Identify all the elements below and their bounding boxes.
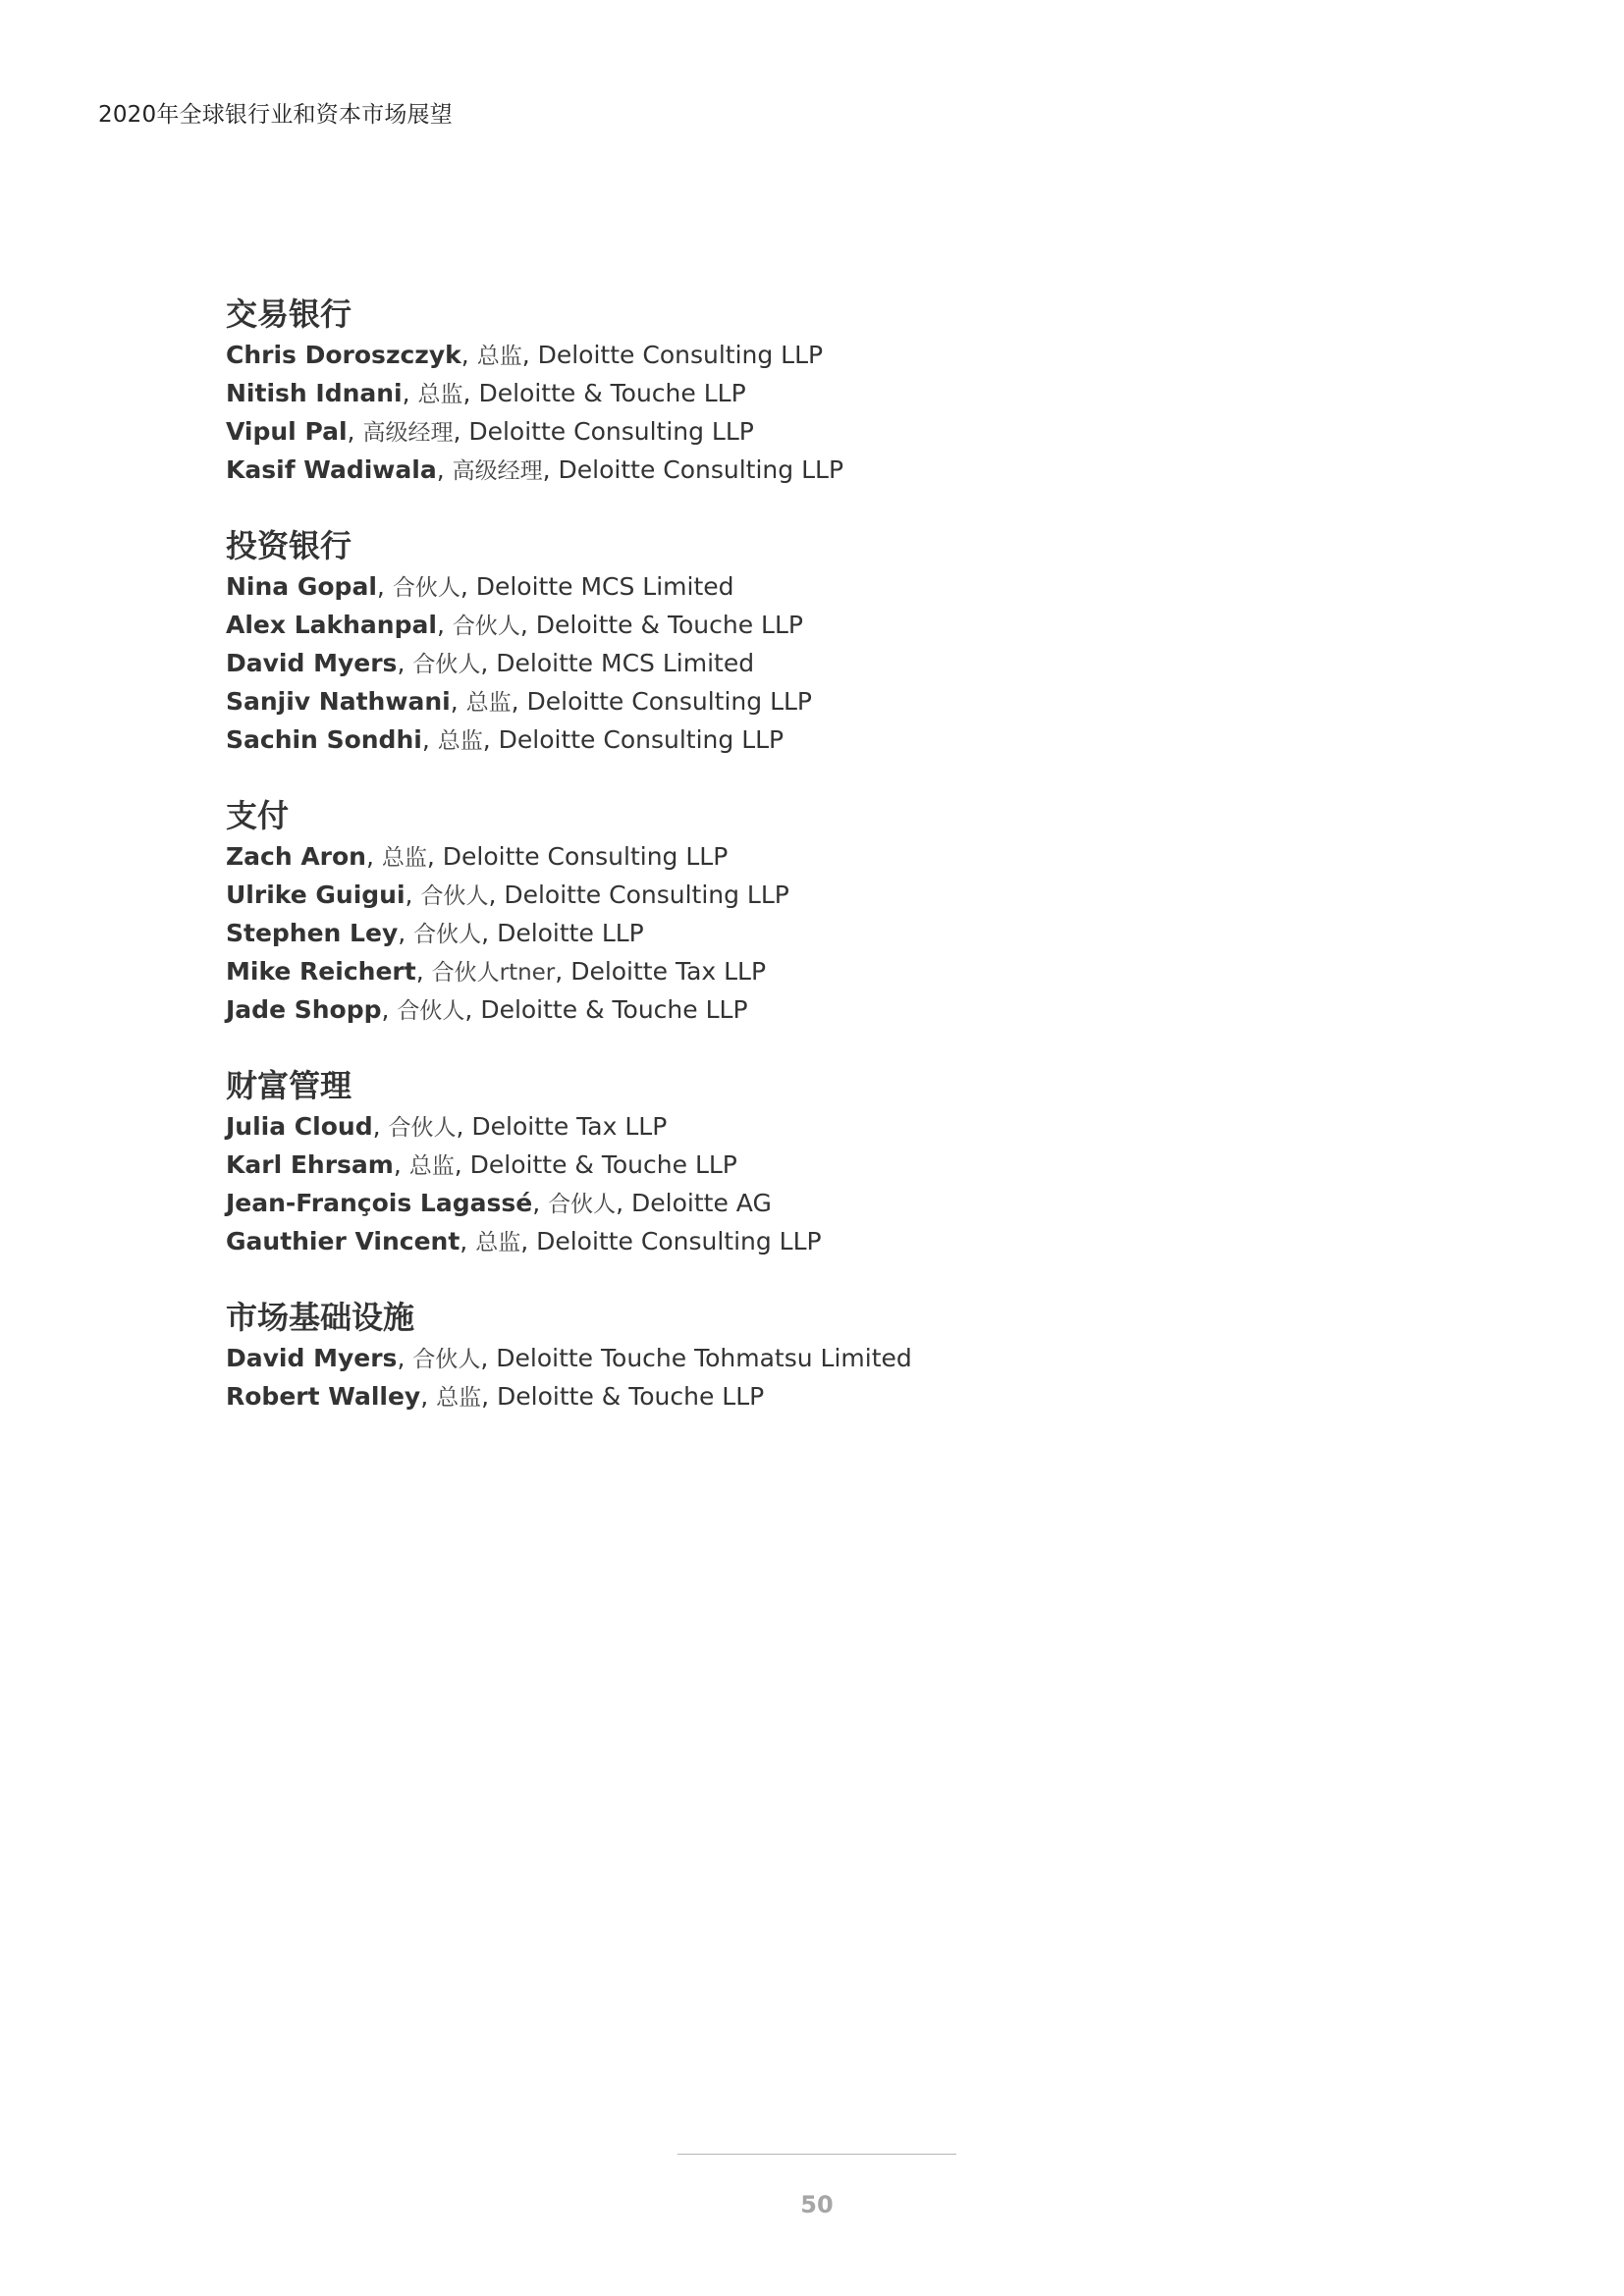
contact-role: 高级经理 [452, 458, 543, 484]
contact-entry: Nitish Idnani, 总监, Deloitte & Touche LLP [226, 379, 746, 407]
contact-role: 合伙人 [397, 998, 465, 1024]
contact-role: 合伙人 [548, 1192, 617, 1217]
section-wealth-management [226, 1064, 1404, 1260]
contact-role: 合伙人 [388, 1115, 457, 1141]
contact-entry: Julia Cloud, 合伙人, Deloitte Tax LLP [226, 1112, 668, 1141]
contact-entry: David Myers, 合伙人, Deloitte Touche Tohmatsu Limited [226, 1344, 912, 1372]
contact-name: Kasif Wadiwala [226, 455, 437, 484]
contact-org: Deloitte Consulting LLP [558, 455, 844, 484]
contact-role: 总监 [417, 382, 463, 407]
contact-entry: Robert Walley, 总监, Deloitte & Touche LLP [226, 1382, 765, 1411]
section-title: 财富管理 [226, 1067, 352, 1104]
contact-org: Deloitte & Touche LLP [478, 379, 746, 407]
contact-entry: Stephen Ley, 合伙人, Deloitte LLP [226, 919, 644, 947]
contact-name: Mike Reichert [226, 957, 416, 986]
contact-org: Deloitte Consulting LLP [537, 341, 824, 369]
contact-org: Deloitte & Touche LLP [535, 611, 803, 639]
contact-name: Sanjiv Nathwani [226, 687, 451, 716]
contact-name: Julia Cloud [226, 1112, 373, 1141]
contact-entry: Chris Doroszczyk, 总监, Deloitte Consulting LLP [226, 341, 824, 369]
contact-name: Nitish Idnani [226, 379, 403, 407]
contact-name: Zach Aron [226, 842, 366, 871]
contact-org: Deloitte & Touche LLP [497, 1382, 765, 1411]
contact-list [226, 293, 1404, 1451]
contact-role: 高级经理 [362, 420, 454, 446]
contact-name: Stephen Ley [226, 919, 399, 947]
contact-org: Deloitte Consulting LLP [498, 725, 785, 754]
page-number: 50 [800, 2191, 834, 2218]
contact-entry: Sanjiv Nathwani, 总监, Deloitte Consulting LLP [226, 687, 813, 716]
contact-role: 合伙人 [392, 575, 460, 601]
contact-role: 总监 [475, 1230, 521, 1255]
contact-name: Sachin Sondhi [226, 725, 422, 754]
contact-org: Deloitte Consulting LLP [536, 1227, 822, 1255]
contact-org: Deloitte Tax LLP [570, 957, 767, 986]
contact-role: 合伙人 [452, 614, 520, 639]
contact-name: Robert Walley [226, 1382, 421, 1411]
contact-entry: Gauthier Vincent, 总监, Deloitte Consulting LLP [226, 1227, 822, 1255]
section-market-infrastructure [226, 1296, 1404, 1415]
contact-name: Chris Doroszczyk [226, 341, 461, 369]
contact-role: 合伙人 [412, 652, 481, 677]
contact-name: Nina Gopal [226, 572, 377, 601]
contact-entry: Kasif Wadiwala, 高级经理, Deloitte Consulting LLP [226, 455, 844, 484]
contact-entry: Karl Ehrsam, 总监, Deloitte & Touche LLP [226, 1150, 737, 1179]
contact-name: David Myers [226, 649, 398, 677]
contact-org: Deloitte Consulting LLP [442, 842, 729, 871]
section-title: 交易银行 [226, 295, 352, 333]
contact-entry: Jade Shopp, 合伙人, Deloitte & Touche LLP [226, 995, 748, 1024]
contact-org: Deloitte MCS Limited [475, 572, 734, 601]
contact-entry: David Myers, 合伙人, Deloitte MCS Limited [226, 649, 755, 677]
contact-entry: Sachin Sondhi, 总监, Deloitte Consulting LLP [226, 725, 785, 754]
footer-divider [677, 2154, 956, 2155]
contact-org: Deloitte & Touche LLP [480, 995, 748, 1024]
contact-entry: Alex Lakhanpal, 合伙人, Deloitte & Touche LLP [226, 611, 803, 639]
contact-entry: Jean-François Lagassé, 合伙人, Deloitte AG [226, 1189, 772, 1217]
contact-org: Deloitte Consulting LLP [504, 881, 789, 909]
contact-name: Gauthier Vincent [226, 1227, 460, 1255]
contact-role: 总监 [437, 728, 483, 754]
contact-name: Vipul Pal [226, 417, 348, 446]
contact-role: 合伙人 [413, 922, 482, 947]
contact-name: Jade Shopp [226, 995, 382, 1024]
contact-role: 总监 [436, 1385, 482, 1411]
contact-entry: Ulrike Guigui, 合伙人, Deloitte Consulting LLP [226, 881, 789, 909]
contact-role: 合伙人 [412, 1347, 481, 1372]
contact-org: Deloitte Touche Tohmatsu Limited [496, 1344, 912, 1372]
contact-name: Ulrike Guigui [226, 881, 406, 909]
contact-org: Deloitte & Touche LLP [469, 1150, 737, 1179]
contact-role: 总监 [408, 1153, 455, 1179]
contact-name: David Myers [226, 1344, 398, 1372]
contact-org: Deloitte AG [631, 1189, 772, 1217]
contact-entry: Nina Gopal, 合伙人, Deloitte MCS Limited [226, 572, 734, 601]
contact-name: Alex Lakhanpal [226, 611, 437, 639]
section-transaction-banking [226, 293, 1404, 489]
contact-org: Deloitte Consulting LLP [468, 417, 754, 446]
contact-name: Jean-François Lagassé [226, 1189, 533, 1217]
contact-org: Deloitte Tax LLP [471, 1112, 668, 1141]
section-payments [226, 794, 1404, 1029]
contact-role: 总监 [465, 690, 512, 716]
contact-role: 总监 [381, 845, 427, 871]
contact-role: 合伙人 [420, 883, 489, 909]
contact-role: 总监 [476, 344, 522, 369]
contact-org: Deloitte LLP [497, 919, 644, 947]
section-title: 投资银行 [226, 527, 352, 564]
contact-entry: Mike Reichert, 合伙人rtner, Deloitte Tax LLP [226, 957, 767, 986]
contact-org: Deloitte MCS Limited [496, 649, 755, 677]
section-title: 市场基础设施 [226, 1299, 415, 1336]
running-header: 2020年全球银行业和资本市场展望 [98, 102, 453, 128]
contact-name: Karl Ehrsam [226, 1150, 394, 1179]
contact-org: Deloitte Consulting LLP [526, 687, 813, 716]
contact-entry: Zach Aron, 总监, Deloitte Consulting LLP [226, 842, 729, 871]
section-title: 支付 [226, 797, 290, 834]
contact-entry: Vipul Pal, 高级经理, Deloitte Consulting LLP [226, 417, 754, 446]
section-investment-banking [226, 524, 1404, 759]
contact-role: 合伙人rtner [431, 960, 556, 986]
